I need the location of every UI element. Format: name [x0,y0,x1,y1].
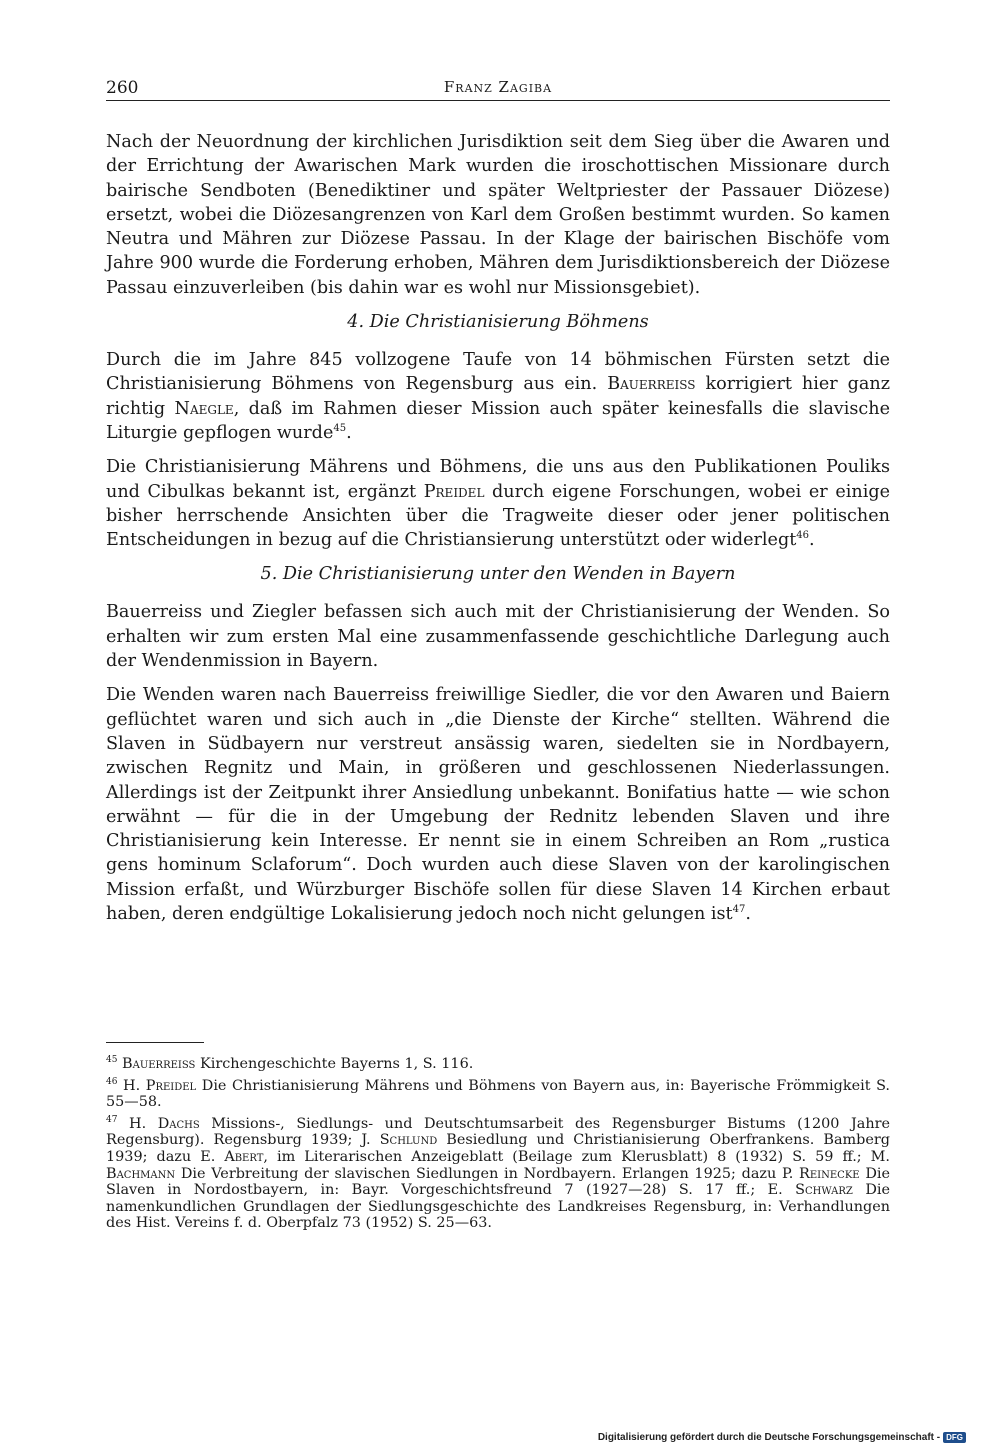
footnote-text: Die Verbreitung der slavischen Siedlungen in Nordbayern. Erlangen 1925; dazu P. [175,1165,800,1182]
paragraph-2-text: Durch die im Jahre 845 vollzogene Taufe von 14 böhmischen Fürsten setzt die Christianisierung Böhmens von Regensburg aus ein. [106,350,890,395]
author-name: Schlund [379,1132,438,1149]
footnote-text: Besiedlung und Christianisierung Oberfrankens. Bamberg 1939; dazu E. [106,1132,891,1165]
footnote-number: 45 [106,1055,118,1066]
footnote-text: Kirchengeschichte Bayerns 1, S. 116. [195,1056,474,1072]
paragraph-1: Nach der Neuordnung der kirchlichen Jurisdiktion seit dem Sieg über die Awaren und der Errichtung der Awarischen Mark wurden die iroschottischen Missionare durch bairische Sendboten (Benediktiner und später Weltpriester der Passauer Diözese) ersetzt, wobei die Diözesangrenzen von Karl dem Großen bestimmt wurden. So kamen Neutra und Mähren zur Diözese Passau. In der Klage der bairischen Bischöfe vom Jahre 900 wurde die Forderung erhoben, Mähren dem Jurisdiktionsbereich der Diözese Passau einzuverleiben (bis dahin war es wohl nur Missionsgebiet). [106,132,890,298]
paragraph-5-text: . [745,904,751,925]
footnote-46 [106,1078,890,1111]
author-name: Schwarz [795,1182,853,1199]
footnote-45 [106,1056,890,1073]
author-name: Reinecke [799,1165,860,1182]
paragraph-3 [106,455,890,552]
paragraph-2 [106,348,890,445]
author-name: Bauerreiss [607,374,696,395]
author-name: Bachmann [106,1165,176,1182]
paragraph-3-text: Die Christianisierung Mährens und Böhmens, die uns aus den Publikationen Pouliks und Cibulkas bekannt ist, ergänzt [106,457,890,502]
digitization-credit [598,1432,966,1443]
page-header [106,78,890,100]
paragraph-5-text: Die Wenden waren nach Bauerreiss freiwillige Siedler, die vor den Awaren und Baiern geflüchtet waren und sich auch in „die Dienste der Kirche“ stellten. Während die Slaven in Südbayern nur verstreut ansässig waren, siedelten sie in Nordbayern, zwischen Regnitz und Main, in größeren und geschlossenen Niederlassungen. Allerdings ist der Zeitpunkt ihrer Ansiedlung unbekannt. Bonifatius hatte — wie schon erwähnt — für die in der Umgebung der Rednitz lebenden Slaven und ihre Christianisierung kein Interesse. Er nennt sie in einem Schreiben an Rom „rustica gens hominum Sclaforum“. Doch wurden auch diese Slaven von der karolingischen Mission erfaßt, und Würzburger Bischöfe sollen für diese Slaven 14 Kirchen erbaut haben, deren endgültige Lokalisierung jedoch noch nicht gelungen ist [106,685,890,925]
section-heading-5: 5. Die Christianisierung unter den Wenden in Bayern [260,564,736,585]
author-name: Abert [224,1148,264,1165]
footnote-text: Die Slaven in Nordostbayern, in: Bayr. Vorgeschichtsfreund 7 (1927—28) S. 17 ff.; E. [106,1165,890,1199]
body-text [106,130,890,936]
author-name: H. Dachs [129,1115,200,1132]
page-number: 260 [106,78,139,98]
running-title: Franz Zagiba [443,78,553,96]
paragraph-4: Bauerreiss und Ziegler befassen sich auch mit der Christianisierung der Wenden. So erhalten wir zum ersten Mal eine zusammenfassende geschichtliche Darlegung auch der Wendenmission in Bayern. [106,602,890,672]
footnote-47 [106,1116,890,1232]
header-rule [106,100,890,101]
footnote-text: Die namenkundlichen Grundlagen der Siedlungsgeschichte des Landkreises Regensburg, in: Verhandlungen des Hist. Vereins f. d. Oberpfalz 73 (1952) S. 25—63. [106,1182,890,1232]
paragraph-3-text: durch eigene Forschungen, wobei er einige bisher herrschende Ansichten über die Tragweite dieser oder jener politischen Entscheidungen in bezug auf die Christiansierung unterstützt oder widerlegt [106,481,891,551]
paragraph-3-text: . [809,530,815,551]
footnote-number: 47 [106,1114,118,1125]
footnote-ref-47: 47 [732,904,746,916]
footnote-number: 46 [106,1076,118,1087]
footnote-ref-45: 45 [333,423,347,435]
footnote-text: Die Christianisierung Mährens und Böhmens von Bayern aus, in: Bayerische Frömmigkeit S. 55—58. [106,1077,890,1111]
footnote-text: Missions-, Siedlungs- und Deutschtumsarbeit des Regensburger Bistums (1200 Jahre Regensburg). Regensburg 1939; J. [106,1115,891,1149]
paragraph-5 [106,683,890,926]
credit-text: Digitalisierung gefördert durch die Deutsche Forschungsgemeinschaft - [597,1432,941,1443]
author-name: Naegle [174,398,234,419]
footnote-text: , im Literarischen Anzeigeblatt (Beilage zum Klerusblatt) 8 (1932) S. 59 ff.; M. [263,1148,890,1165]
dfg-logo-icon: DFG [943,1432,966,1443]
paragraph-2-text: korrigiert hier ganz richtig [106,374,890,419]
paragraph-2-text: , daß im Rahmen dieser Mission auch später keinesfalls die slavische Liturgie gepflogen wurde [106,398,891,443]
author-name: Bauerreiss [122,1056,196,1072]
section-heading-4: 4. Die Christianisierung Böhmens [347,312,649,333]
footnote-ref-46: 46 [796,530,810,542]
footnotes [106,1056,890,1237]
footnote-rule [106,1042,204,1043]
author-name: H. Preidel [123,1077,197,1094]
author-name: Preidel [423,481,485,502]
paragraph-2-text: . [346,422,352,443]
